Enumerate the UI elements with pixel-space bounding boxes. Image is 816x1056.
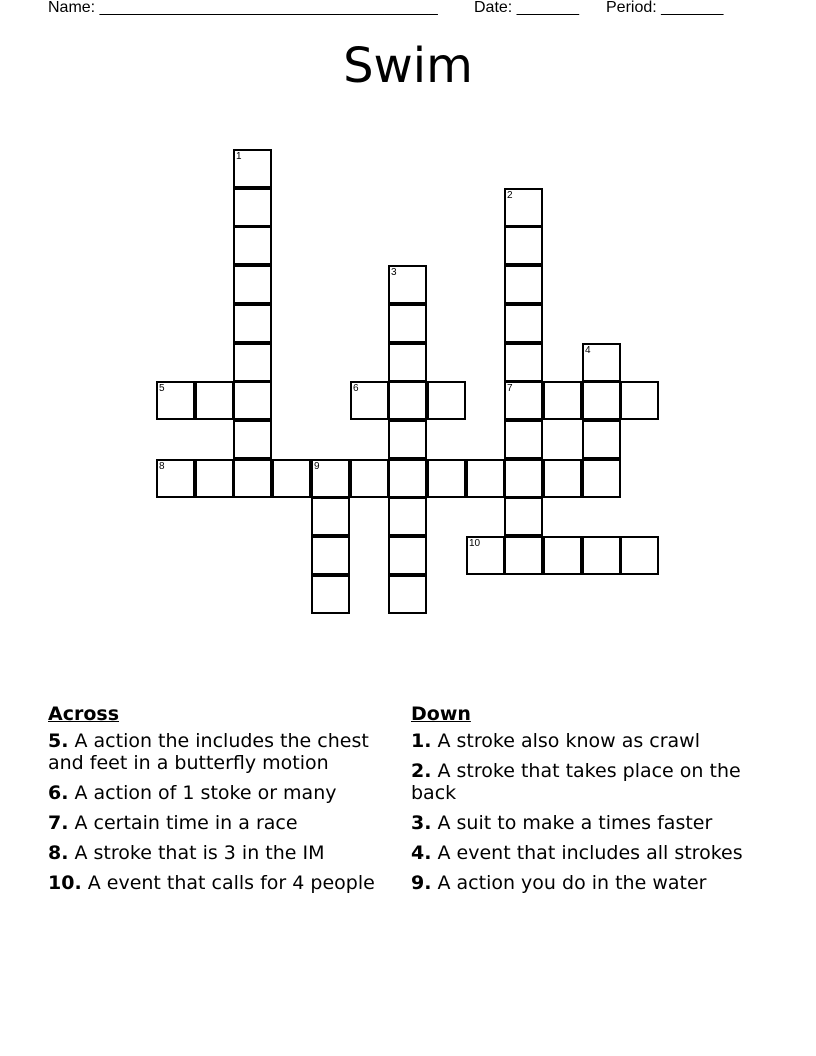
cell-number: 3	[391, 267, 397, 278]
crossword-cell[interactable]	[466, 536, 505, 575]
crossword-cell[interactable]	[388, 265, 427, 304]
crossword-cell[interactable]	[620, 381, 659, 420]
cell-number: 2	[507, 190, 513, 201]
crossword-cell[interactable]	[504, 459, 543, 498]
clue-number: 10.	[48, 872, 82, 894]
crossword-cell[interactable]	[504, 420, 543, 459]
crossword-cell[interactable]	[233, 304, 272, 343]
crossword-cell[interactable]	[156, 459, 195, 498]
across-clue-10	[48, 872, 388, 894]
period-field[interactable]: Period: _______	[606, 0, 724, 16]
clue-text: A action the includes the chest and feet in a butterfly motion	[48, 730, 369, 774]
across-clue-8	[48, 842, 388, 864]
clue-number: 3.	[411, 812, 432, 834]
cell-number: 9	[314, 461, 320, 472]
date-field[interactable]: Date: _______	[474, 0, 579, 16]
crossword-cell[interactable]	[466, 459, 505, 498]
clue-text: A stroke also know as crawl	[437, 730, 700, 752]
crossword-cell[interactable]	[504, 536, 543, 575]
crossword-cell[interactable]	[311, 459, 350, 498]
crossword-cell[interactable]	[388, 497, 427, 536]
down-clue-9	[411, 872, 751, 894]
crossword-cell[interactable]	[388, 536, 427, 575]
cell-number: 6	[353, 383, 359, 394]
puzzle-title: Swim	[343, 38, 473, 94]
crossword-cell[interactable]	[620, 536, 659, 575]
crossword-cell[interactable]	[311, 536, 350, 575]
clue-text: A certain time in a race	[74, 812, 298, 834]
crossword-cell[interactable]	[233, 381, 272, 420]
crossword-cell[interactable]	[388, 304, 427, 343]
crossword-cell[interactable]	[350, 459, 389, 498]
crossword-cell[interactable]	[233, 420, 272, 459]
clue-text: A action of 1 stoke or many	[74, 782, 337, 804]
crossword-cell[interactable]	[156, 381, 195, 420]
crossword-cell[interactable]	[388, 381, 427, 420]
crossword-cell[interactable]	[582, 459, 621, 498]
crossword-cell[interactable]	[388, 459, 427, 498]
crossword-cell[interactable]	[504, 226, 543, 265]
crossword-cell[interactable]	[233, 226, 272, 265]
clue-text: A stroke that is 3 in the IM	[74, 842, 325, 864]
crossword-cell[interactable]	[504, 381, 543, 420]
crossword-cell[interactable]	[504, 497, 543, 536]
clue-text: A suit to make a times faster	[437, 812, 713, 834]
across-heading: Across	[48, 703, 120, 725]
crossword-cell[interactable]	[311, 497, 350, 536]
down-clue-3	[411, 812, 751, 834]
clue-number: 1.	[411, 730, 432, 752]
down-clue-2	[411, 760, 751, 804]
crossword-cell[interactable]	[504, 188, 543, 227]
crossword-cell[interactable]	[272, 459, 311, 498]
crossword-cell[interactable]	[427, 459, 466, 498]
down-clue-4	[411, 842, 751, 864]
crossword-cell[interactable]	[504, 304, 543, 343]
clue-number: 6.	[48, 782, 69, 804]
cell-number: 4	[585, 345, 591, 356]
down-clues	[411, 702, 751, 902]
crossword-cell[interactable]	[233, 149, 272, 188]
across-clue-6	[48, 782, 388, 804]
crossword-cell[interactable]	[582, 536, 621, 575]
down-heading: Down	[411, 703, 471, 725]
name-field[interactable]: Name: ______________________________________	[48, 0, 438, 16]
clue-text: A event that calls for 4 people	[87, 872, 375, 894]
clue-number: 5.	[48, 730, 69, 752]
cell-number: 10	[469, 538, 481, 549]
cell-number: 1	[236, 151, 242, 162]
crossword-cell[interactable]	[233, 265, 272, 304]
clue-number: 4.	[411, 842, 432, 864]
across-clue-5	[48, 730, 388, 774]
clue-number: 8.	[48, 842, 69, 864]
clue-text: A stroke that takes place on the back	[411, 760, 741, 804]
crossword-cell[interactable]	[195, 381, 234, 420]
crossword-cell[interactable]	[195, 459, 234, 498]
down-clue-1	[411, 730, 751, 752]
clue-number: 9.	[411, 872, 432, 894]
across-clue-7	[48, 812, 388, 834]
crossword-cell[interactable]	[543, 536, 582, 575]
clue-text: A action you do in the water	[437, 872, 707, 894]
crossword-cell[interactable]	[233, 188, 272, 227]
crossword-cell[interactable]	[582, 343, 621, 382]
crossword-cell[interactable]	[504, 343, 543, 382]
crossword-cell[interactable]	[504, 265, 543, 304]
crossword-cell[interactable]	[582, 381, 621, 420]
crossword-cell[interactable]	[311, 575, 350, 614]
crossword-cell[interactable]	[350, 381, 389, 420]
clue-number: 2.	[411, 760, 432, 782]
crossword-cell[interactable]	[233, 343, 272, 382]
cell-number: 8	[159, 461, 165, 472]
crossword-cell[interactable]	[388, 343, 427, 382]
clue-number: 7.	[48, 812, 69, 834]
crossword-cell[interactable]	[543, 381, 582, 420]
across-clues	[48, 702, 388, 902]
crossword-cell[interactable]	[388, 420, 427, 459]
cell-number: 5	[159, 383, 165, 394]
crossword-cell[interactable]	[582, 420, 621, 459]
crossword-cell[interactable]	[427, 381, 466, 420]
crossword-cell[interactable]	[233, 459, 272, 498]
cell-number: 7	[507, 383, 513, 394]
crossword-cell[interactable]	[388, 575, 427, 614]
crossword-cell[interactable]	[543, 459, 582, 498]
clue-text: A event that includes all strokes	[437, 842, 743, 864]
